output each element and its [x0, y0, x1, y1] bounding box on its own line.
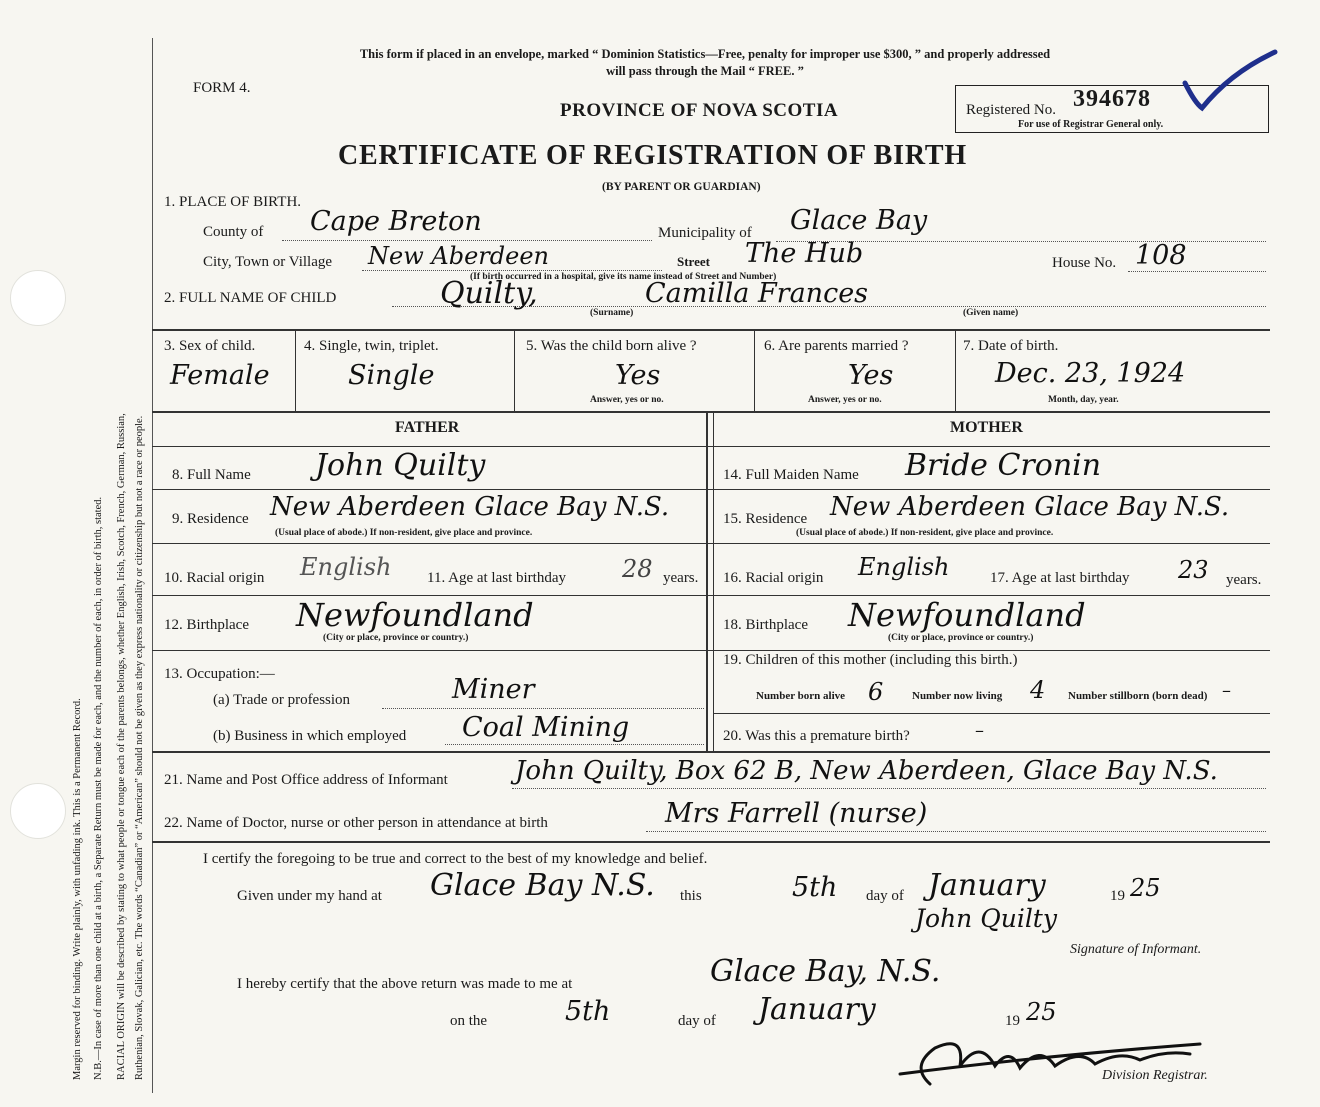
mother-racial-value: English: [858, 553, 950, 581]
born-alive-count-value: 6: [868, 678, 884, 706]
row-line-1: [152, 446, 1270, 447]
row-line-2: [152, 489, 1270, 490]
informant-value: John Quilty, Box 62 B, New Aberdeen, Glace Bay N.S.: [515, 756, 1218, 786]
made-month-value: January: [758, 992, 876, 1027]
city-label: City, Town or Village: [203, 254, 333, 270]
registrar-statement: I hereby certify that the above return was made to me at: [237, 976, 573, 992]
grid-divider-1: [295, 329, 296, 411]
mother-birthplace-caption: (City or place, province or country.): [888, 633, 1034, 643]
registered-label: Registered No.: [966, 102, 1056, 118]
given-year-prefix: 19: [1110, 888, 1125, 904]
certify-divider: [152, 841, 1270, 843]
county-label: County of: [203, 224, 264, 240]
street-label: Street: [677, 254, 710, 269]
mother-age-value: 23: [1178, 556, 1209, 584]
mother-age-years: years.: [1226, 572, 1262, 588]
row-line-7: [152, 751, 1270, 753]
born-alive-label: 5. Was the child born alive ?: [526, 338, 697, 354]
father-residence-label: 9. Residence: [172, 511, 249, 527]
parent-column-divider: [706, 411, 708, 751]
sex-value: Female: [170, 360, 270, 391]
informant-label: 21. Name and Post Office address of Informant: [164, 772, 448, 788]
registrar-signature: [890, 1026, 1220, 1096]
page-subtitle: (BY PARENT OR GUARDIAN): [602, 181, 761, 193]
born-alive-value: Yes: [615, 360, 661, 391]
envelope-notice-line2: will pass through the Mail “ FREE. ”: [606, 64, 804, 78]
county-value: Cape Breton: [310, 206, 482, 237]
child-name-label: 2. FULL NAME OF CHILD: [164, 290, 337, 306]
father-name-value: John Quilty: [315, 448, 486, 483]
page-title: CERTIFICATE OF REGISTRATION OF BIRTH: [338, 140, 967, 171]
place-of-birth-label: 1. PLACE OF BIRTH.: [164, 194, 302, 210]
made-day-value: 5th: [565, 996, 611, 1027]
doctor-line: [646, 831, 1266, 832]
house-line: [1128, 271, 1266, 272]
margin-line: [152, 38, 153, 1093]
grid-line-top: [152, 329, 1270, 331]
registrar-note: For use of Registrar General only.: [1018, 119, 1164, 130]
mother-residence-value: New Aberdeen Glace Bay N.S.: [830, 492, 1230, 522]
single-twin-value: Single: [348, 360, 435, 391]
father-racial-label: 10. Racial origin: [164, 570, 265, 586]
house-value: 108: [1135, 240, 1187, 271]
father-heading: FATHER: [395, 419, 460, 436]
given-place-value: Glace Bay N.S.: [430, 868, 655, 903]
father-business-line: [445, 744, 704, 745]
doctor-value: Mrs Farrell (nurse): [665, 798, 928, 829]
sex-label: 3. Sex of child.: [164, 338, 256, 354]
street-value: The Hub: [745, 238, 864, 269]
parents-married-value: Yes: [848, 360, 894, 391]
child-surname: Quilty,: [440, 276, 538, 311]
made-day-of-label: day of: [678, 1013, 716, 1029]
mother-children-label: 19. Children of this mother (including this birth.): [723, 652, 1018, 668]
house-label: House No.: [1052, 255, 1117, 271]
father-age-value: 28: [622, 555, 653, 583]
father-business-label: (b) Business in which employed: [213, 728, 407, 744]
row-line-6: [713, 713, 1270, 714]
mother-age-label: 17. Age at last birthday: [990, 570, 1130, 586]
row-line-5: [152, 650, 1270, 651]
informant-line: [512, 788, 1266, 789]
child-given-name: Camilla Frances: [645, 278, 869, 309]
surname-caption: (Surname): [590, 308, 634, 318]
father-trade-label: (a) Trade or profession: [213, 692, 351, 708]
doctor-label: 22. Name of Doctor, nurse or other person in attendance at birth: [164, 815, 548, 831]
county-line: [282, 240, 652, 241]
grid-line-bottom: [152, 411, 1270, 413]
given-day-of-label: day of: [866, 888, 904, 904]
registered-number: 394678: [1073, 86, 1151, 112]
grid-divider-4: [955, 329, 956, 411]
given-day-value: 5th: [792, 872, 838, 903]
checkmark-icon: [1180, 48, 1280, 113]
mother-residence-caption: (Usual place of abode.) If non-resident, give place and province.: [796, 528, 1054, 538]
side-note-binding: Margin reserved for binding. Write plainly, with unfading ink. This is a Permanent Record.: [72, 698, 83, 1080]
premature-label: 20. Was this a premature birth?: [723, 728, 910, 744]
side-note-multiple-births: N.B.—In case of more than one child at a birth, a Separate Return must be made for each, and the number of each, in order of birth, stated.: [93, 496, 104, 1080]
father-business-value: Coal Mining: [462, 712, 630, 743]
given-under-label: Given under my hand at: [237, 888, 382, 904]
envelope-notice: [300, 46, 1110, 80]
municipality-value: Glace Bay: [790, 205, 928, 236]
city-value: New Aberdeen: [368, 242, 549, 270]
form-number: FORM 4.: [193, 80, 251, 96]
mother-name-label: 14. Full Maiden Name: [723, 467, 859, 483]
mother-residence-label: 15. Residence: [723, 511, 808, 527]
informant-signature-caption: Signature of Informant.: [1070, 942, 1202, 957]
given-year-value: 25: [1130, 874, 1161, 902]
certify-statement: I certify the foregoing to be true and correct to the best of my knowledge and belief.: [203, 851, 708, 867]
given-this-label: this: [680, 888, 702, 904]
municipality-label: Municipality of: [658, 225, 752, 241]
father-birthplace-label: 12. Birthplace: [164, 617, 249, 633]
city-line: [362, 270, 662, 271]
binding-hole-top: [10, 270, 66, 326]
mother-birthplace-value: Newfoundland: [848, 596, 1086, 634]
made-year-value: 25: [1026, 998, 1057, 1026]
grid-divider-3: [754, 329, 755, 411]
division-registrar-caption: Division Registrar.: [1102, 1068, 1208, 1083]
mother-birthplace-label: 18. Birthplace: [723, 617, 808, 633]
father-trade-value: Miner: [452, 674, 535, 705]
parent-column-divider-2: [713, 411, 714, 751]
father-birthplace-caption: (City or place, province or country.): [323, 633, 469, 643]
stillborn-count-value: –: [1222, 680, 1231, 701]
envelope-notice-line1: This form if placed in an envelope, marked “ Dominion Statistics—Free, penalty for improper use $300, ” and properly addressed: [359, 47, 1051, 61]
grid-divider-2: [514, 329, 515, 411]
side-note-racial-origin-2: Ruthenian, Slovak, Galician, etc. The words “Canadian” or “American” should not be given as they express nationality or citizenship but not a race or people.: [134, 415, 145, 1080]
province-title: PROVINCE OF NOVA SCOTIA: [560, 100, 839, 121]
premature-value: –: [975, 720, 984, 741]
given-caption: (Given name): [963, 308, 1019, 318]
made-year-prefix: 19: [1005, 1013, 1020, 1029]
single-twin-label: 4. Single, twin, triplet.: [304, 338, 439, 354]
living-count-label: Number now living: [912, 690, 1003, 702]
mother-heading: MOTHER: [950, 419, 1023, 436]
father-residence-caption: (Usual place of abode.) If non-resident, give place and province.: [275, 528, 533, 538]
father-name-label: 8. Full Name: [172, 467, 251, 483]
parents-married-label: 6. Are parents married ?: [764, 338, 909, 354]
date-of-birth-label: 7. Date of birth.: [963, 338, 1059, 354]
date-of-birth-caption: Month, day, year.: [1048, 395, 1119, 405]
binding-hole-bottom: [10, 783, 66, 839]
mother-name-value: Bride Cronin: [905, 448, 1102, 483]
father-trade-line: [382, 708, 704, 709]
born-alive-count-label: Number born alive: [756, 690, 846, 702]
date-of-birth-value: Dec. 23, 1924: [995, 358, 1186, 389]
father-racial-value: English: [300, 553, 392, 581]
father-age-years: years.: [663, 570, 699, 586]
mother-racial-label: 16. Racial origin: [723, 570, 824, 586]
made-place-value: Glace Bay, N.S.: [710, 954, 941, 989]
stillborn-count-label: Number stillborn (born dead): [1068, 690, 1208, 702]
given-month-value: January: [928, 868, 1046, 903]
parents-married-caption: Answer, yes or no.: [808, 395, 882, 405]
father-birthplace-value: Newfoundland: [296, 596, 534, 634]
on-the-label: on the: [450, 1013, 488, 1029]
father-occupation-label: 13. Occupation:—: [164, 666, 275, 682]
father-age-label: 11. Age at last birthday: [427, 570, 566, 586]
living-count-value: 4: [1030, 676, 1046, 704]
row-line-3: [152, 543, 1270, 544]
born-alive-caption: Answer, yes or no.: [590, 395, 664, 405]
father-residence-value: New Aberdeen Glace Bay N.S.: [270, 492, 670, 522]
hospital-note: (If birth occurred in a hospital, give its name instead of Street and Number): [470, 272, 777, 282]
side-note-racial-origin-1: RACIAL ORIGIN will be described by stating to what people or tongue each of the parents belongs, whether English, Irish, Scotch, French, German, Russian,: [116, 413, 127, 1080]
informant-signature: John Quilty: [915, 904, 1057, 933]
